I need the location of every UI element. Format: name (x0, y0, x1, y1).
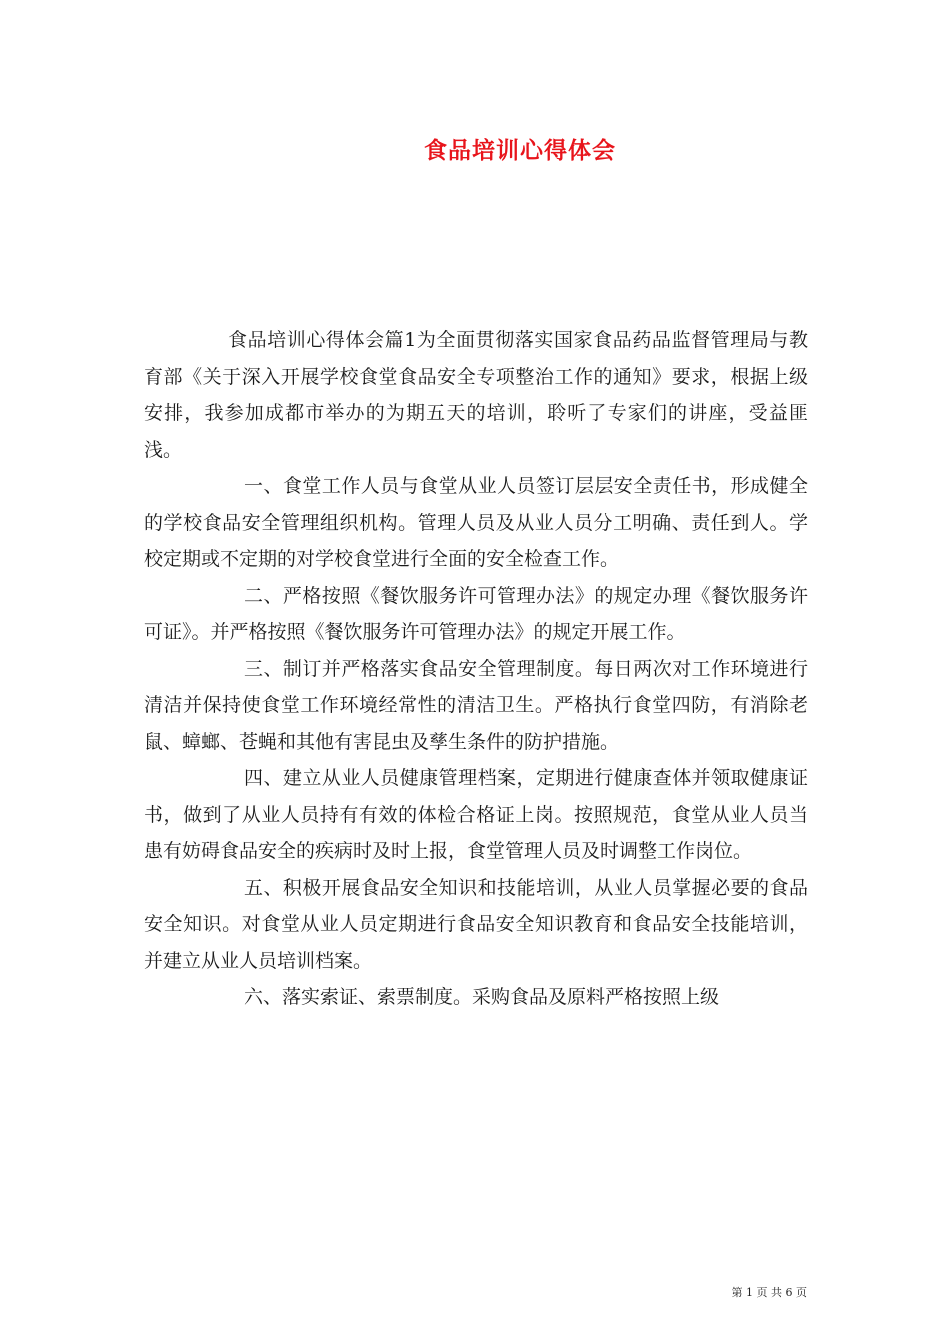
paragraph-section-1: 一、食堂工作人员与食堂从业人员签订层层安全责任书，形成健全的学校食品安全管理组织机构。管理人员及从业人员分工明确、责任到人。学校定期或不定期的对学校食堂进行全面的安全检查工作。 (144, 475, 808, 570)
paragraph-section-2: 二、严格按照《餐饮服务许可管理办法》的规定办理《餐饮服务许可证》。并严格按照《餐饮服务许可管理办法》的规定开展工作。 (144, 584, 808, 643)
document-title: 食品培训心得体会 (424, 137, 616, 164)
paragraph-intro: 食品培训心得体会篇1为全面贯彻落实国家食品药品监督管理局与教育部《关于深入开展学校食堂食品安全专项整治工作的通知》要求，根据上级安排，我参加成都市举办的为期五天的培训，聆听了专家们的讲座，受益匪浅。 (144, 329, 808, 461)
paragraph-section-4: 四、建立从业人员健康管理档案，定期进行健康查体并领取健康证书，做到了从业人员持有有效的体检合格证上岗。按照规范，食堂从业人员当患有妨碍食品安全的疾病时及时上报，食堂管理人员及时调整工作岗位。 (144, 767, 808, 862)
paragraph-section-6: 六、落实索证、索票制度。采购食品及原料严格按照上级 (244, 986, 720, 1008)
paragraph-section-5: 五、积极开展食品安全知识和技能培训，从业人员掌握必要的食品安全知识。对食堂从业人员定期进行食品安全知识教育和食品安全技能培训，并建立从业人员培训档案。 (144, 876, 808, 972)
document-body (144, 322, 808, 1016)
paragraph-section-3: 三、制订并严格落实食品安全管理制度。每日两次对工作环境进行清洁并保持使食堂工作环境经常性的清洁卫生。严格执行食堂四防，有消除老鼠、蟑螂、苍蝇和其他有害昆虫及孳生条件的防护措施。 (144, 657, 808, 753)
page-number: 第 1 页 共 6 页 (731, 1286, 807, 1299)
